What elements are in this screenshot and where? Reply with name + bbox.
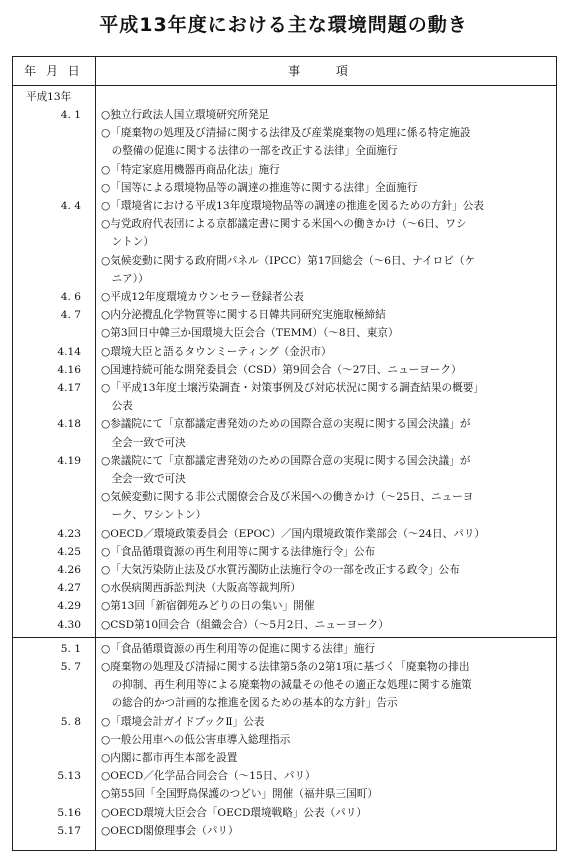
event-date: 4.27	[57, 582, 81, 595]
item-column-header: 事 項	[288, 64, 364, 78]
event-date: 5.17	[57, 824, 81, 837]
header-divider	[12, 85, 557, 86]
page-title: 平成13年度における主な環境問題の動き	[99, 14, 468, 36]
date-column-header: 年 月 日	[24, 64, 83, 78]
event-text: ○「環境会計ガイドブックⅡ」公表	[101, 715, 265, 728]
event-text: ○OECD閣僚理事会（パリ）	[101, 824, 239, 837]
event-date: 4.29	[57, 600, 81, 613]
event-date: 4.16	[57, 363, 81, 376]
event-text: ○「平成13年度土壌汚染調査・対策事例及び対応状況に関する調査結果の概要」	[101, 382, 484, 394]
event-text: 公表	[101, 400, 133, 413]
event-date: 5.13	[57, 770, 81, 783]
event-text: の総合的かつ計画的な推進を図るための基本的な方針」告示	[101, 697, 398, 710]
event-text: ニア））	[101, 272, 149, 285]
event-date: 4.30	[57, 618, 81, 631]
event-date: 4. 7	[60, 309, 81, 322]
event-text: ○「環境省における平成13年度環境物品等の調達の推進を図るための方針」公表	[101, 200, 484, 212]
event-date: 5. 7	[60, 661, 81, 673]
event-text: ○OECD／環境政策委員会（EPOC）／国内環境政策作業部会（～24日、パリ）	[101, 527, 486, 540]
event-text: 全会一致で可決	[101, 473, 186, 485]
event-text: ○気候変動に関する非公式閣僚会合及び米国への働きかけ（～25日、ニューヨ	[101, 491, 474, 504]
column-divider	[95, 56, 96, 851]
event-text: ○内閣に都市再生本部を設置	[101, 752, 238, 764]
event-date: 4.23	[57, 527, 81, 540]
event-text: ○第13回「新宿御苑みどりの日の集い」開催	[101, 600, 315, 613]
event-text: ○第55回「全国野鳥保護のつどい」開催（福井県三国町）	[101, 788, 378, 801]
event-text: ○環境大臣と語るタウンミーティング（金沢市）	[101, 345, 332, 358]
event-text: ○国連持続可能な開発委員会（CSD）第9回会合（～27日、ニューヨーク）	[101, 363, 462, 376]
event-text: ○独立行政法人国立環境研究所発足	[101, 109, 270, 121]
event-date: 4.14	[57, 345, 81, 358]
event-text: の整備の促進に関する法律の一部を改正する法律」全面施行	[101, 145, 398, 158]
event-text: ○衆議院にて「京都議定書発効のための国際合意の実現に関する国会決議」が	[101, 454, 471, 467]
event-date: 4.26	[57, 564, 81, 576]
event-text: ○内分泌攪乱化学物質等に関する日韓共同研究実施取極締結	[101, 309, 386, 322]
event-date: 5. 8	[60, 715, 81, 728]
event-text: ○OECD／化学品合同会合（～15日、パリ）	[101, 770, 316, 783]
event-text: 全会一致で可決	[101, 436, 186, 449]
event-text: ○CSD第10回会合（組織会合）（～5月2日、ニューヨーク）	[101, 618, 389, 631]
event-text: ○「食品循環資源の再生利用等に関する法律施行令」公布	[101, 545, 376, 558]
event-text: ントン）	[101, 236, 154, 249]
event-text: ○気候変動に関する政府間パネル（IPCC）第17回総会（～6日、ナイロビ（ケ	[101, 254, 476, 267]
event-text: ーク、ワシントン）	[101, 509, 207, 522]
event-text: ○与党政府代表団による京都議定書に関する米国への働きかけ（～6日、ワシ	[101, 218, 467, 231]
event-text: ○「食品循環資源の再生利用等の促進に関する法律」施行	[101, 642, 376, 655]
event-date: 4.17	[57, 382, 81, 394]
event-text: ○OECD環境大臣会合「OECD環境戦略」公表（パリ）	[101, 806, 367, 819]
event-text: の抑制、再生利用等による廃棄物の減量その他その適正な処理に関する施策	[101, 679, 472, 692]
event-text: ○「廃棄物の処理及び清掃に関する法律及び産業廃棄物の処理に係る特定施設	[101, 127, 471, 140]
era-label: 平成13年	[26, 91, 72, 103]
event-date: 4. 1	[60, 109, 81, 121]
event-text: ○一般公用車への低公害車導入総理指示	[101, 733, 291, 746]
event-date: 4.18	[57, 418, 81, 431]
event-date: 5. 1	[60, 642, 81, 655]
event-date: 4.25	[57, 545, 81, 558]
event-date: 4. 4	[60, 200, 81, 212]
event-text: ○「特定家庭用機器再商品化法」施行	[101, 163, 280, 176]
event-text: ○参議院にて「京都議定書発効のための国際合意の実現に関する国会決議」が	[101, 418, 471, 431]
month-divider	[12, 637, 557, 638]
event-text: ○廃棄物の処理及び清掃に関する法律第5条の2第1項に基づく「廃棄物の排出	[101, 661, 470, 673]
event-date: 5.16	[57, 806, 81, 819]
event-text: ○「国等による環境物品等の調達の推進等に関する法律」全面施行	[101, 181, 418, 194]
event-text: ○水俣病関西訴訟判決（大阪高等裁判所）	[101, 582, 301, 595]
event-date: 4. 6	[60, 291, 81, 303]
event-text: ○第3回日中韓三か国環境大臣会合（TEMM）（～8日、東京）	[101, 327, 399, 340]
event-date: 4.19	[57, 454, 81, 467]
event-text: ○平成12年度環境カウンセラー登録者公表	[101, 291, 304, 303]
event-text: ○「大気汚染防止法及び水質汚濁防止法施行令の一部を改正する政令」公布	[101, 564, 460, 576]
